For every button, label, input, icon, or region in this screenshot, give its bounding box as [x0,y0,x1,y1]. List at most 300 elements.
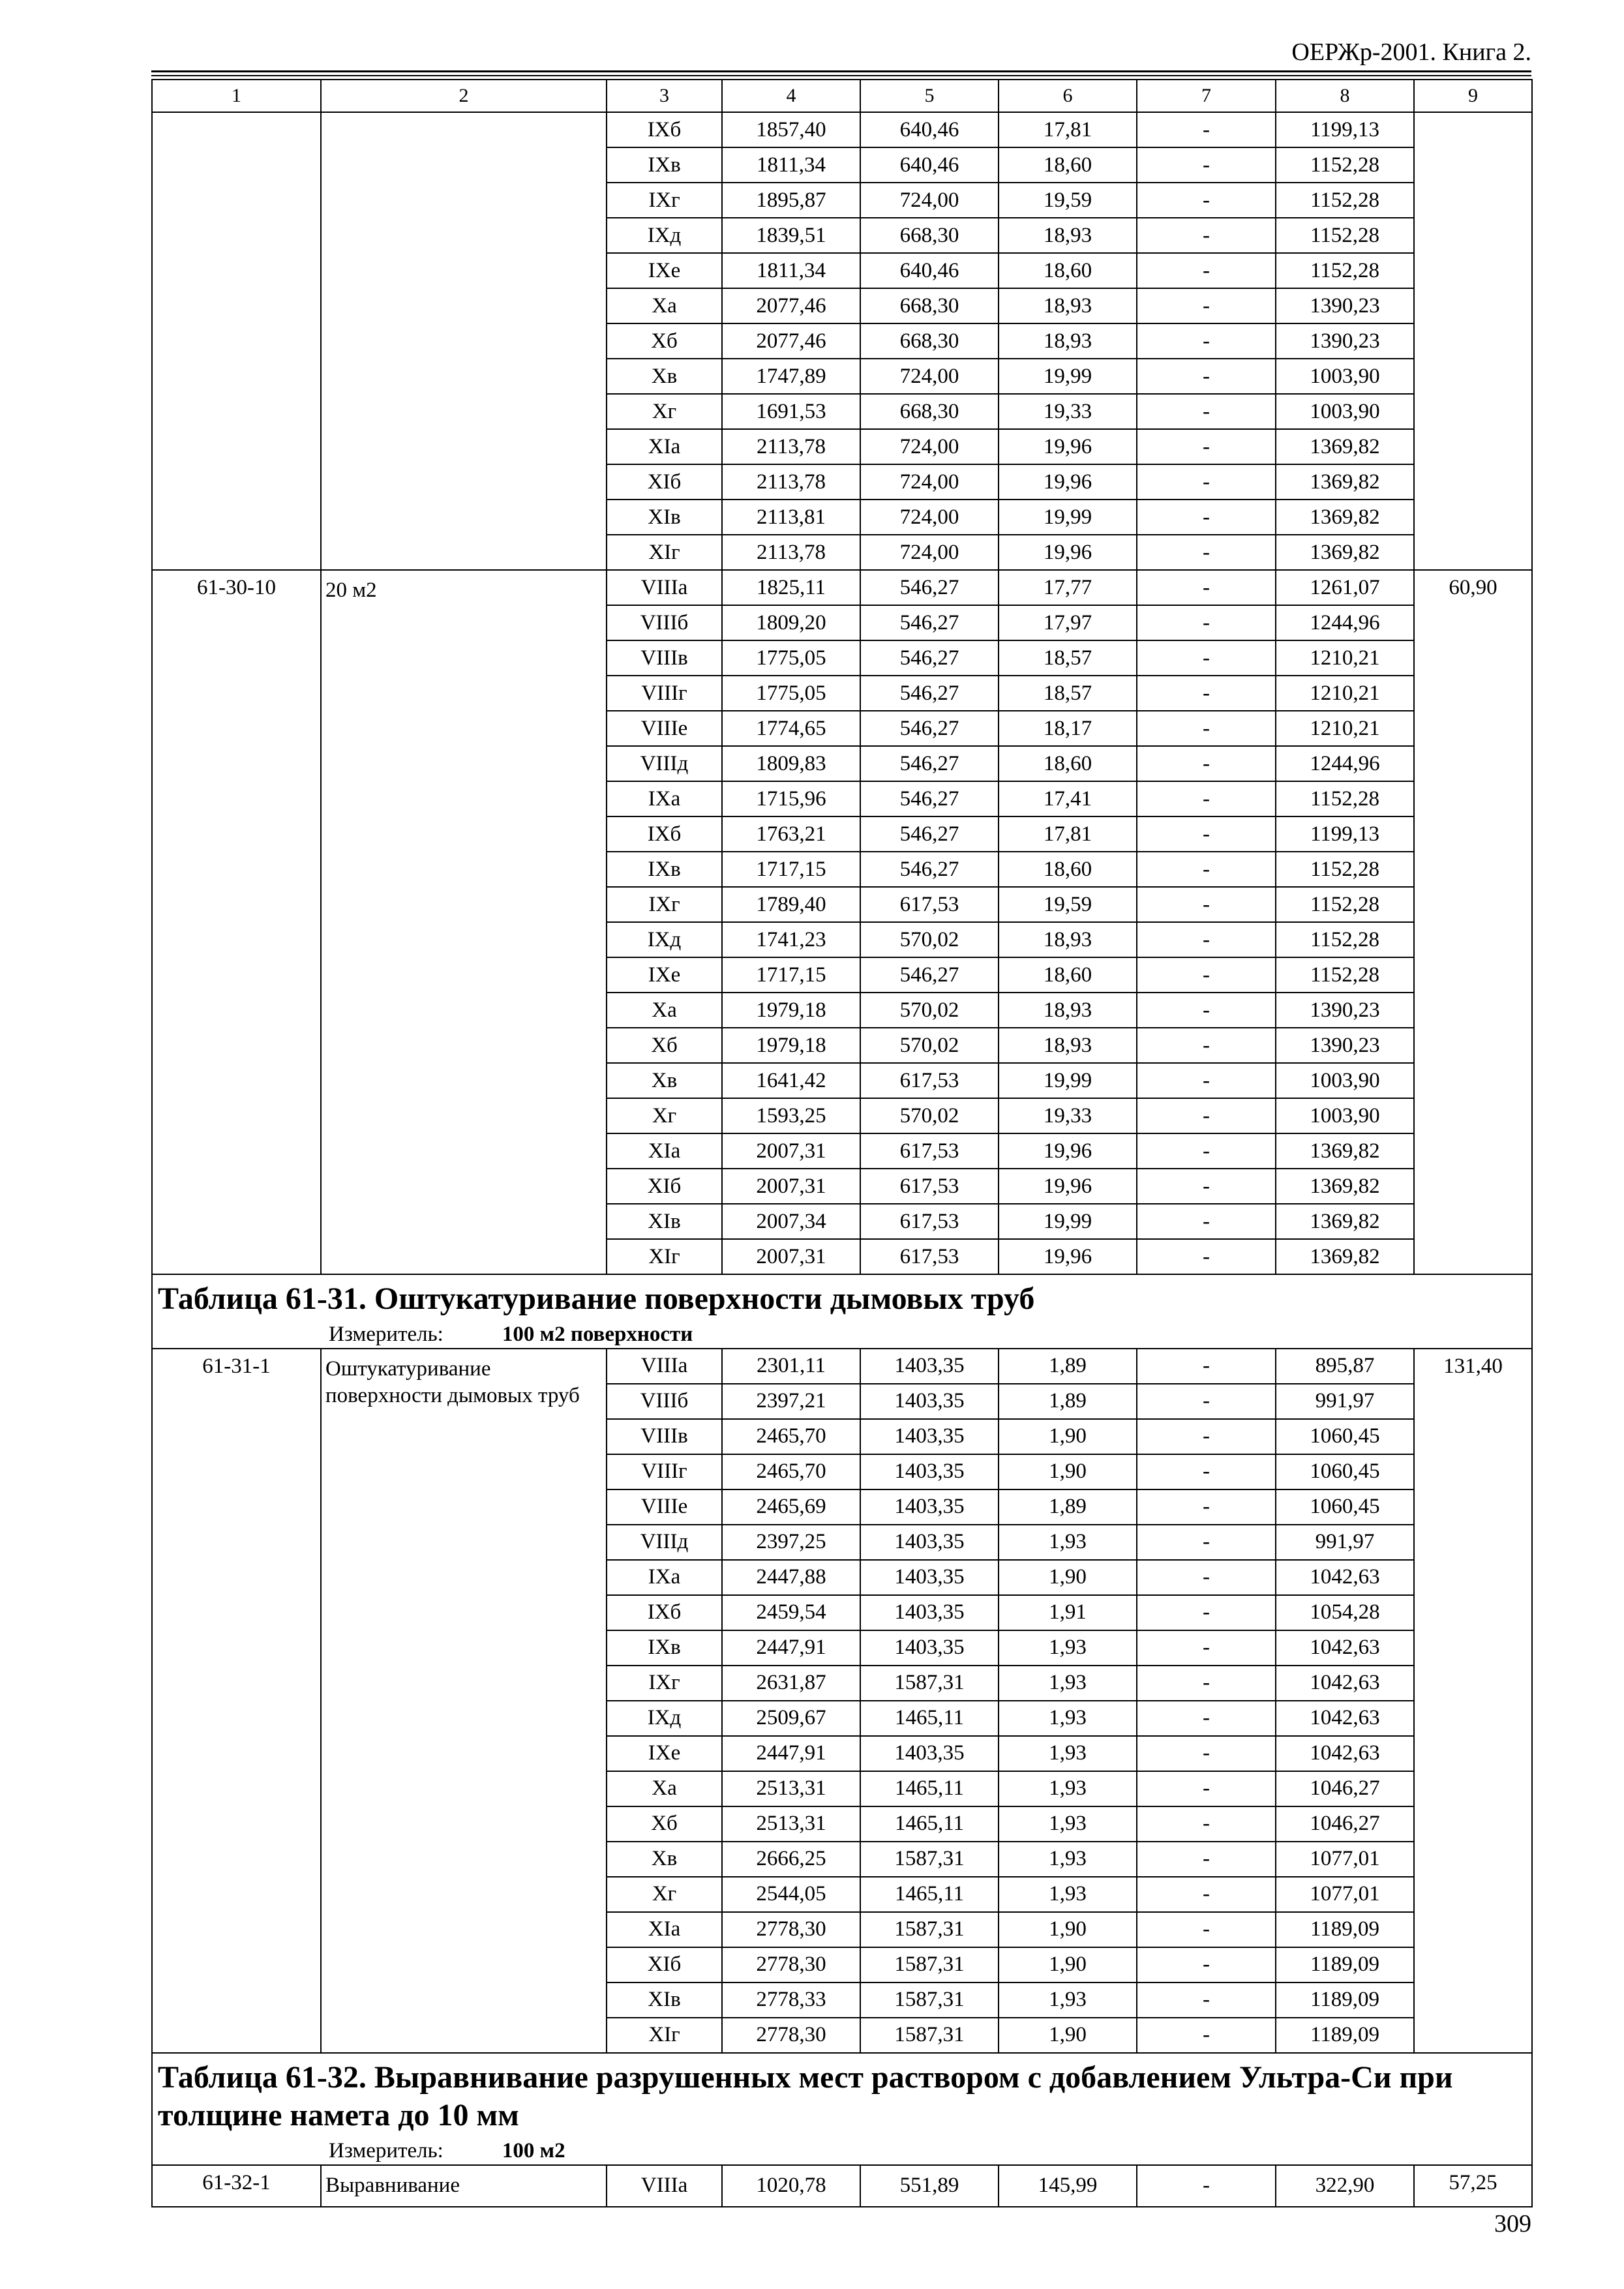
wages-cell: 1587,31 [860,1842,999,1877]
wages-cell: 1403,35 [860,1736,999,1771]
machines-cell: 19,96 [999,1133,1137,1169]
drivers-cell: - [1137,781,1276,816]
wages-cell: 640,46 [860,147,999,183]
wages-cell: 1465,11 [860,1771,999,1806]
wages-cell: 617,53 [860,1133,999,1169]
item-code: 61-30-10 [152,570,321,1274]
machines-cell: 1,93 [999,1525,1137,1560]
zone-cell: IXд [607,1701,722,1736]
machines-cell: 1,93 [999,1771,1137,1806]
zone-cell: Xа [607,288,722,323]
header-rule [151,75,1531,76]
total-cost-cell: 2447,88 [722,1560,860,1595]
wages-cell: 1465,11 [860,1877,999,1912]
materials-cell: 1042,63 [1276,1630,1414,1666]
wages-cell: 640,46 [860,112,999,147]
column-number: 5 [860,80,999,112]
wages-cell: 1403,35 [860,1560,999,1595]
wages-cell: 546,27 [860,711,999,746]
materials-cell: 1390,23 [1276,323,1414,359]
wages-cell: 668,30 [860,394,999,429]
materials-cell: 1046,27 [1276,1771,1414,1806]
section-header [152,1274,1532,1349]
zone-cell: VIIIе [607,711,722,746]
wages-cell: 546,27 [860,816,999,852]
materials-cell: 1210,21 [1276,640,1414,676]
drivers-cell: - [1137,1454,1276,1489]
zone-cell: XIа [607,1912,722,1947]
machines-cell: 18,60 [999,957,1137,993]
total-cost-cell: 1839,51 [722,218,860,253]
zone-cell: Xб [607,1028,722,1063]
materials-cell: 1189,09 [1276,2018,1414,2053]
drivers-cell: - [1137,323,1276,359]
drivers-cell: - [1137,253,1276,288]
total-cost-cell: 2509,67 [722,1701,860,1736]
machines-cell: 18,60 [999,746,1137,781]
machines-cell: 18,57 [999,640,1137,676]
total-cost-cell: 1641,42 [722,1063,860,1098]
drivers-cell: - [1137,1806,1276,1842]
zone-cell: Xб [607,1806,722,1842]
materials-cell: 1042,63 [1276,1701,1414,1736]
total-cost-cell: 1763,21 [722,816,860,852]
zone-cell: XIб [607,1947,722,1982]
labor-cost-cell: 57,25 [1414,2165,1532,2207]
wages-cell: 1403,35 [860,1525,999,1560]
item-code: 61-32-1 [152,2165,321,2207]
materials-cell: 1390,23 [1276,1028,1414,1063]
item-name [321,112,607,570]
machines-cell: 19,96 [999,429,1137,464]
zone-cell: Xб [607,323,722,359]
drivers-cell: - [1137,429,1276,464]
zone-cell: IXд [607,218,722,253]
machines-cell: 1,90 [999,2018,1137,2053]
zone-cell: VIIIд [607,746,722,781]
drivers-cell: - [1137,1525,1276,1560]
wages-cell: 1403,35 [860,1349,999,1384]
zone-cell: IXе [607,957,722,993]
drivers-cell: - [1137,1489,1276,1525]
drivers-cell: - [1137,676,1276,711]
drivers-cell: - [1137,1560,1276,1595]
machines-cell: 19,96 [999,1239,1137,1274]
column-number: 8 [1276,80,1414,112]
wages-cell: 546,27 [860,640,999,676]
wages-cell: 1587,31 [860,1982,999,2018]
section-title: Таблица 61-31. Оштукатуривание поверхности дымовых труб [158,1281,1035,1316]
drivers-cell: - [1137,1169,1276,1204]
zone-cell: XIг [607,2018,722,2053]
total-cost-cell: 1825,11 [722,570,860,605]
price-table [151,79,1533,2207]
materials-cell: 1077,01 [1276,1842,1414,1877]
machines-cell: 19,96 [999,535,1137,570]
drivers-cell: - [1137,1419,1276,1454]
zone-cell: XIв [607,1982,722,2018]
drivers-cell: - [1137,605,1276,640]
machines-cell: 1,93 [999,1842,1137,1877]
total-cost-cell: 2513,31 [722,1806,860,1842]
drivers-cell: - [1137,922,1276,957]
materials-cell: 1003,90 [1276,1098,1414,1133]
meter-line [158,2140,1526,2162]
total-cost-cell: 2007,31 [722,1239,860,1274]
drivers-cell: - [1137,1028,1276,1063]
drivers-cell: - [1137,288,1276,323]
drivers-cell: - [1137,1133,1276,1169]
wages-cell: 724,00 [860,535,999,570]
total-cost-cell: 1691,53 [722,394,860,429]
table-row [152,570,1532,605]
wages-cell: 617,53 [860,1204,999,1239]
wages-cell: 570,02 [860,1028,999,1063]
wages-cell: 1403,35 [860,1419,999,1454]
drivers-cell: - [1137,816,1276,852]
machines-cell: 18,17 [999,711,1137,746]
materials-cell: 1060,45 [1276,1489,1414,1525]
machines-cell: 1,93 [999,1701,1137,1736]
materials-cell: 1369,82 [1276,1169,1414,1204]
materials-cell: 1369,82 [1276,464,1414,500]
wages-cell: 546,27 [860,746,999,781]
wages-cell: 1465,11 [860,1701,999,1736]
machines-cell: 18,57 [999,676,1137,711]
total-cost-cell: 1774,65 [722,711,860,746]
zone-cell: IXа [607,1560,722,1595]
zone-cell: IXд [607,922,722,957]
drivers-cell: - [1137,746,1276,781]
zone-cell: IXе [607,1736,722,1771]
wages-cell: 1587,31 [860,1666,999,1701]
drivers-cell: - [1137,1912,1276,1947]
zone-cell: VIIIа [607,1349,722,1384]
machines-cell: 1,90 [999,1454,1137,1489]
drivers-cell: - [1137,1947,1276,1982]
machines-cell: 1,90 [999,1419,1137,1454]
materials-cell: 1152,28 [1276,253,1414,288]
drivers-cell: - [1137,1666,1276,1701]
zone-cell: IXб [607,112,722,147]
materials-cell: 1003,90 [1276,394,1414,429]
materials-cell: 1042,63 [1276,1666,1414,1701]
header-rule [151,70,1531,72]
machines-cell: 19,33 [999,1098,1137,1133]
total-cost-cell: 2666,25 [722,1842,860,1877]
meter-line [158,1324,1526,1345]
machines-cell: 1,93 [999,1736,1137,1771]
materials-cell: 1060,45 [1276,1419,1414,1454]
machines-cell: 19,99 [999,1063,1137,1098]
table-body [152,80,1532,2207]
materials-cell: 1369,82 [1276,1204,1414,1239]
total-cost-cell: 2113,81 [722,500,860,535]
zone-cell: Xг [607,1877,722,1912]
zone-cell: VIIIб [607,605,722,640]
zone-cell: Xв [607,1842,722,1877]
machines-cell: 19,59 [999,183,1137,218]
total-cost-cell: 2397,21 [722,1384,860,1419]
machines-cell: 145,99 [999,2165,1137,2207]
wages-cell: 1403,35 [860,1595,999,1630]
wages-cell: 668,30 [860,323,999,359]
meter-label: Измеритель: [329,2138,444,2162]
wages-cell: 617,53 [860,1063,999,1098]
total-cost-cell: 1775,05 [722,676,860,711]
section-header [152,2053,1532,2165]
drivers-cell: - [1137,2165,1276,2207]
materials-cell: 322,90 [1276,2165,1414,2207]
item-name: Выравнивание [321,2165,607,2207]
zone-cell: IXа [607,781,722,816]
drivers-cell: - [1137,1204,1276,1239]
drivers-cell: - [1137,1982,1276,2018]
drivers-cell: - [1137,1701,1276,1736]
wages-cell: 546,27 [860,570,999,605]
materials-cell: 1152,28 [1276,218,1414,253]
machines-cell: 19,33 [999,394,1137,429]
wages-cell: 1465,11 [860,1806,999,1842]
materials-cell: 1152,28 [1276,147,1414,183]
zone-cell: XIг [607,535,722,570]
zone-cell: VIIIа [607,2165,722,2207]
column-number: 7 [1137,80,1276,112]
zone-cell: IXг [607,183,722,218]
materials-cell: 1152,28 [1276,922,1414,957]
section-header-row [152,2053,1532,2165]
column-number-row [152,80,1532,112]
machines-cell: 18,60 [999,852,1137,887]
total-cost-cell: 2459,54 [722,1595,860,1630]
section-header-row [152,1274,1532,1349]
table-row [152,112,1532,147]
machines-cell: 19,96 [999,1169,1137,1204]
materials-cell: 1369,82 [1276,1239,1414,1274]
wages-cell: 1403,35 [860,1489,999,1525]
total-cost-cell: 2513,31 [722,1771,860,1806]
drivers-cell: - [1137,570,1276,605]
materials-cell: 1042,63 [1276,1736,1414,1771]
meter-label: Измеритель: [329,1322,444,1346]
zone-cell: XIб [607,1169,722,1204]
zone-cell: VIIIв [607,1419,722,1454]
materials-cell: 1046,27 [1276,1806,1414,1842]
materials-cell: 1189,09 [1276,1947,1414,1982]
materials-cell: 1369,82 [1276,429,1414,464]
drivers-cell: - [1137,957,1276,993]
zone-cell: VIIIе [607,1489,722,1525]
page-number: 309 [1494,2210,1531,2237]
column-number: 4 [722,80,860,112]
total-cost-cell: 2113,78 [722,464,860,500]
total-cost-cell: 2778,33 [722,1982,860,2018]
drivers-cell: - [1137,218,1276,253]
zone-cell: IXв [607,147,722,183]
zone-cell: Xа [607,1771,722,1806]
zone-cell: Xг [607,1098,722,1133]
materials-cell: 1003,90 [1276,359,1414,394]
total-cost-cell: 2631,87 [722,1666,860,1701]
zone-cell: Xг [607,394,722,429]
drivers-cell: - [1137,394,1276,429]
column-number: 1 [152,80,321,112]
materials-cell: 1369,82 [1276,500,1414,535]
machines-cell: 19,99 [999,1204,1137,1239]
machines-cell: 19,99 [999,500,1137,535]
item-code [152,112,321,570]
total-cost-cell: 1715,96 [722,781,860,816]
drivers-cell: - [1137,1384,1276,1419]
drivers-cell: - [1137,993,1276,1028]
total-cost-cell: 2778,30 [722,1947,860,1982]
drivers-cell: - [1137,1239,1276,1274]
total-cost-cell: 2465,69 [722,1489,860,1525]
zone-cell: Xв [607,1063,722,1098]
materials-cell: 1210,21 [1276,711,1414,746]
wages-cell: 546,27 [860,605,999,640]
machines-cell: 17,81 [999,112,1137,147]
total-cost-cell: 2465,70 [722,1419,860,1454]
machines-cell: 1,93 [999,1982,1137,2018]
total-cost-cell: 2113,78 [722,429,860,464]
materials-cell: 1003,90 [1276,1063,1414,1098]
total-cost-cell: 1747,89 [722,359,860,394]
drivers-cell: - [1137,500,1276,535]
drivers-cell: - [1137,1595,1276,1630]
materials-cell: 1390,23 [1276,993,1414,1028]
machines-cell: 17,41 [999,781,1137,816]
drivers-cell: - [1137,1098,1276,1133]
wages-cell: 668,30 [860,218,999,253]
total-cost-cell: 1979,18 [722,993,860,1028]
table-row [152,1349,1532,1384]
zone-cell: XIв [607,500,722,535]
drivers-cell: - [1137,1842,1276,1877]
item-name: 20 м2 [321,570,607,1274]
total-cost-cell: 1775,05 [722,640,860,676]
total-cost-cell: 2007,31 [722,1133,860,1169]
total-cost-cell: 2301,11 [722,1349,860,1384]
total-cost-cell: 2077,46 [722,288,860,323]
total-cost-cell: 2397,25 [722,1525,860,1560]
materials-cell: 991,97 [1276,1525,1414,1560]
materials-cell: 1152,28 [1276,183,1414,218]
wages-cell: 1587,31 [860,2018,999,2053]
wages-cell: 1403,35 [860,1384,999,1419]
total-cost-cell: 1809,20 [722,605,860,640]
machines-cell: 18,93 [999,993,1137,1028]
machines-cell: 19,59 [999,887,1137,922]
materials-cell: 1042,63 [1276,1560,1414,1595]
zone-cell: VIIIв [607,640,722,676]
zone-cell: Xа [607,993,722,1028]
total-cost-cell: 1593,25 [722,1098,860,1133]
total-cost-cell: 1717,15 [722,852,860,887]
zone-cell: VIIIд [607,1525,722,1560]
drivers-cell: - [1137,1771,1276,1806]
materials-cell: 1152,28 [1276,852,1414,887]
total-cost-cell: 1811,34 [722,253,860,288]
drivers-cell: - [1137,464,1276,500]
machines-cell: 1,93 [999,1666,1137,1701]
drivers-cell: - [1137,112,1276,147]
zone-cell: VIIIг [607,676,722,711]
total-cost-cell: 1020,78 [722,2165,860,2207]
materials-cell: 1060,45 [1276,1454,1414,1489]
drivers-cell: - [1137,183,1276,218]
drivers-cell: - [1137,535,1276,570]
drivers-cell: - [1137,2018,1276,2053]
materials-cell: 1369,82 [1276,535,1414,570]
labor-cost-cell: 131,40 [1414,1349,1532,2053]
wages-cell: 546,27 [860,781,999,816]
total-cost-cell: 1979,18 [722,1028,860,1063]
materials-cell: 1244,96 [1276,605,1414,640]
total-cost-cell: 2778,30 [722,1912,860,1947]
total-cost-cell: 1809,83 [722,746,860,781]
machines-cell: 1,90 [999,1947,1137,1982]
total-cost-cell: 1811,34 [722,147,860,183]
total-cost-cell: 2007,34 [722,1204,860,1239]
wages-cell: 617,53 [860,887,999,922]
column-number: 6 [999,80,1137,112]
machines-cell: 1,91 [999,1595,1137,1630]
materials-cell: 1152,28 [1276,957,1414,993]
wages-cell: 724,00 [860,183,999,218]
total-cost-cell: 2544,05 [722,1877,860,1912]
zone-cell: XIв [607,1204,722,1239]
zone-cell: VIIIб [607,1384,722,1419]
drivers-cell: - [1137,359,1276,394]
materials-cell: 1210,21 [1276,676,1414,711]
machines-cell: 18,93 [999,922,1137,957]
materials-cell: 1152,28 [1276,781,1414,816]
drivers-cell: - [1137,852,1276,887]
wages-cell: 668,30 [860,288,999,323]
materials-cell: 1261,07 [1276,570,1414,605]
zone-cell: IXв [607,1630,722,1666]
machines-cell: 18,60 [999,253,1137,288]
machines-cell: 19,99 [999,359,1137,394]
wages-cell: 1587,31 [860,1912,999,1947]
wages-cell: 724,00 [860,359,999,394]
zone-cell: VIIIа [607,570,722,605]
wages-cell: 1403,35 [860,1630,999,1666]
materials-cell: 1189,09 [1276,1982,1414,2018]
drivers-cell: - [1137,640,1276,676]
drivers-cell: - [1137,1630,1276,1666]
total-cost-cell: 1717,15 [722,957,860,993]
wages-cell: 1587,31 [860,1947,999,1982]
zone-cell: VIIIг [607,1454,722,1489]
machines-cell: 18,93 [999,218,1137,253]
materials-cell: 1152,28 [1276,887,1414,922]
materials-cell: 1077,01 [1276,1877,1414,1912]
wages-cell: 546,27 [860,676,999,711]
total-cost-cell: 1857,40 [722,112,860,147]
zone-cell: XIг [607,1239,722,1274]
machines-cell: 17,97 [999,605,1137,640]
zone-cell: XIб [607,464,722,500]
materials-cell: 1054,28 [1276,1595,1414,1630]
drivers-cell: - [1137,147,1276,183]
materials-cell: 1244,96 [1276,746,1414,781]
materials-cell: 1189,09 [1276,1912,1414,1947]
drivers-cell: - [1137,1877,1276,1912]
materials-cell: 1199,13 [1276,112,1414,147]
column-number: 9 [1414,80,1532,112]
